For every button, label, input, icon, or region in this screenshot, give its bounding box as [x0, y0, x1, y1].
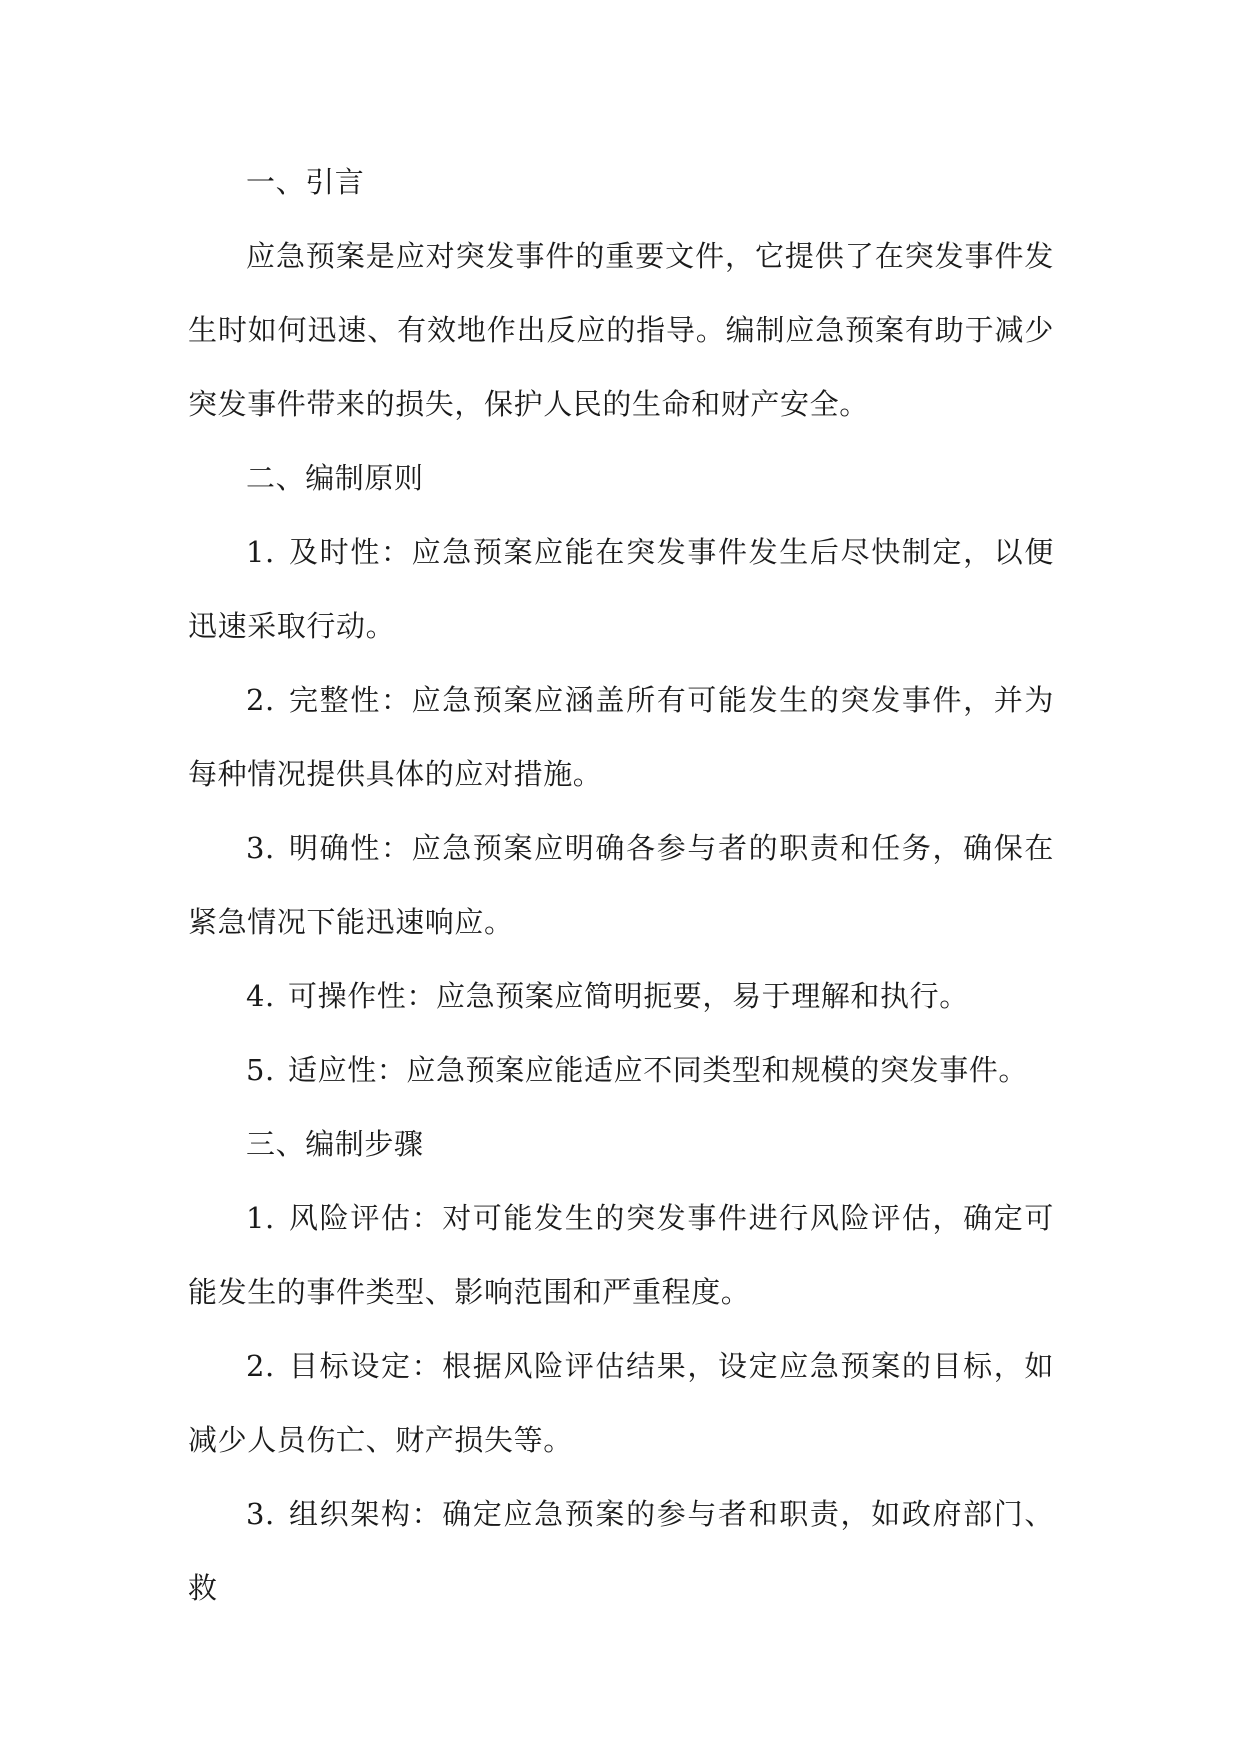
principle-item — [188, 811, 1054, 959]
step-item — [188, 1329, 1054, 1477]
principle-text: 完整性：应急预案应涵盖所有可能发生的突发事件，并为每种情况提供具体的应对措施。 — [188, 683, 1054, 791]
principle-text: 可操作性：应急预案应简明扼要，易于理解和执行。 — [288, 979, 969, 1013]
list-number: 2. — [246, 683, 275, 717]
principle-text: 及时性：应急预案应能在突发事件发生后尽快制定，以便迅速采取行动。 — [188, 535, 1054, 643]
list-number: 3. — [246, 1497, 275, 1531]
principle-item — [188, 515, 1054, 663]
list-number: 1. — [246, 535, 275, 569]
step-text: 组织架构：确定应急预案的参与者和职责，如政府部门、救 — [188, 1497, 1054, 1605]
section-heading-steps: 三、编制步骤 — [246, 1127, 424, 1161]
principle-item — [188, 959, 1054, 1033]
section-heading-introduction: 一、引言 — [246, 165, 365, 199]
list-number: 4. — [246, 979, 275, 1013]
step-text: 目标设定：根据风险评估结果，设定应急预案的目标，如减少人员伤亡、财产损失等。 — [188, 1349, 1054, 1457]
list-number: 3. — [246, 831, 275, 865]
section-heading-principles: 二、编制原则 — [246, 461, 424, 495]
principle-text: 适应性：应急预案应能适应不同类型和规模的突发事件。 — [288, 1053, 1029, 1087]
list-number: 1. — [246, 1201, 275, 1235]
list-number: 5. — [246, 1053, 275, 1087]
document-body — [188, 145, 1054, 1625]
step-item — [188, 1181, 1054, 1329]
intro-paragraph: 应急预案是应对突发事件的重要文件，它提供了在突发事件发生时如何迅速、有效地作出反应的指导。编制应急预案有助于减少突发事件带来的损失，保护人民的生命和财产安全。 — [188, 239, 1054, 421]
principle-item — [188, 663, 1054, 811]
step-item — [188, 1477, 1054, 1625]
principle-text: 明确性：应急预案应明确各参与者的职责和任务，确保在紧急情况下能迅速响应。 — [188, 831, 1054, 939]
principle-item — [188, 1033, 1054, 1107]
step-text: 风险评估：对可能发生的突发事件进行风险评估，确定可能发生的事件类型、影响范围和严重程度。 — [188, 1201, 1054, 1309]
list-number: 2. — [246, 1349, 275, 1383]
